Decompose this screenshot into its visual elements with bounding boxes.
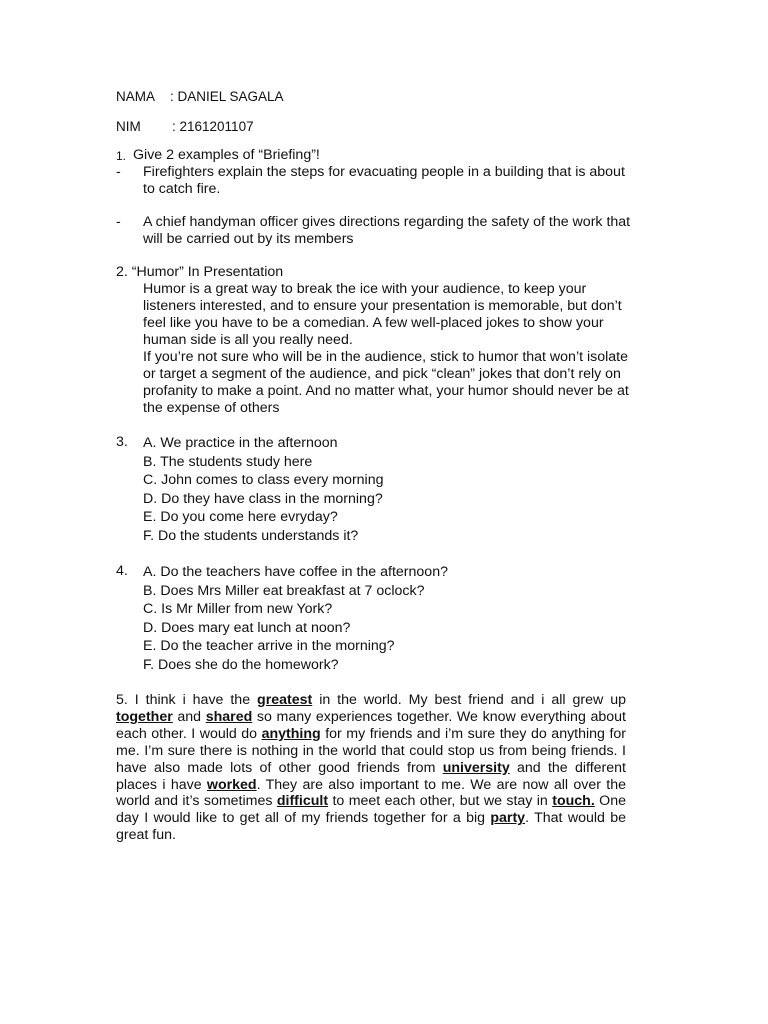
list-item: D. Does mary eat lunch at noon? bbox=[143, 619, 351, 636]
q5-keyword: shared bbox=[205, 708, 253, 725]
list-item: B. Does Mrs Miller eat breakfast at 7 oclock? bbox=[143, 582, 425, 599]
q5-paragraph bbox=[116, 692, 626, 844]
list-item: F. Does she do the homework? bbox=[143, 656, 339, 673]
q1-question: Give 2 examples of “Briefing”! bbox=[133, 147, 320, 163]
q5-keyword: worked bbox=[206, 776, 257, 793]
q2-title: 2. “Humor” In Presentation bbox=[116, 264, 284, 280]
q5-keyword: touch. bbox=[552, 793, 595, 810]
q1-bullet-1: Firefighters explain the steps for evacuating people in a building that is about to catch fire. bbox=[143, 164, 625, 197]
q5-text: in the world. My best friend and i all grew up bbox=[312, 692, 626, 708]
q5-text: so many experiences together. We know everything about each other. I would do bbox=[116, 708, 626, 742]
nim-value: : 2161201107 bbox=[172, 119, 254, 134]
list-item: C. John comes to class every morning bbox=[143, 472, 384, 489]
q3-list bbox=[143, 434, 384, 546]
q5-text: One day I would like to get all of my friends together for a big bbox=[116, 793, 626, 827]
q2-paragraph-1: Humor is a great way to break the ice with your audience, to keep your listeners interested, and to ensure your presentation is memorable, but don’t feel like you have to be a comedian. A few well-placed jokes to show your human side is all you really need. bbox=[143, 281, 622, 348]
q5-text: to meet each other, but we stay in bbox=[328, 793, 553, 810]
list-item: B. The students study here bbox=[143, 453, 313, 470]
q4-list bbox=[143, 563, 448, 675]
q5-text: and the different places i have bbox=[116, 759, 626, 793]
q4-number: 4. bbox=[116, 563, 128, 579]
q5-keyword: party bbox=[490, 810, 526, 827]
name-value: : DANIEL SAGALA bbox=[170, 89, 284, 104]
q5-keyword: university bbox=[442, 759, 510, 776]
q5-keyword: anything bbox=[261, 725, 321, 742]
name-label: NAMA bbox=[116, 89, 156, 104]
q2-paragraph-2: If you’re not sure who will be in the audience, stick to humor that won’t isolate or target a segment of the audience, and pick “clean” jokes that don’t rely on profanity to make a point. And no matter what, your humor should never be at the expense of others bbox=[143, 349, 629, 416]
q5-text: . They are also important to me. We are now all over the world and it’s sometimes bbox=[116, 776, 626, 810]
q5-keyword: together bbox=[116, 708, 173, 725]
list-item: D. Do they have class in the morning? bbox=[143, 490, 383, 507]
q1-bullet-1-dash: - bbox=[116, 164, 121, 180]
list-item: E. Do the teacher arrive in the morning? bbox=[143, 638, 395, 655]
q5-text: . That would be great fun. bbox=[116, 810, 627, 844]
list-item: A. Do the teachers have coffee in the afternoon? bbox=[143, 564, 448, 580]
q5-text: 5. I think i have the bbox=[116, 692, 258, 708]
list-item: F. Do the students understands it? bbox=[143, 527, 359, 544]
q3-number: 3. bbox=[116, 434, 128, 450]
q5-text: and bbox=[172, 708, 206, 725]
list-item: C. Is Mr Miller from new York? bbox=[143, 601, 333, 618]
q1-bullet-2-dash: - bbox=[116, 214, 121, 230]
list-item: A. We practice in the afternoon bbox=[143, 435, 338, 451]
q1-number: 1. bbox=[116, 149, 127, 163]
q1-bullet-2: A chief handyman officer gives directions regarding the safety of the work that will be carried out by its members bbox=[143, 214, 631, 247]
list-item: E. Do you come here evryday? bbox=[143, 509, 338, 526]
q5-text: for my friends and i’m sure they do anything for me. I’m sure there is nothing in the world that could stop us from being friends. I have also made lots of other good friends from bbox=[116, 725, 627, 776]
nim-label: NIM bbox=[116, 119, 141, 134]
q5-keyword: difficult bbox=[276, 793, 329, 810]
q5-keyword: greatest bbox=[257, 692, 313, 708]
